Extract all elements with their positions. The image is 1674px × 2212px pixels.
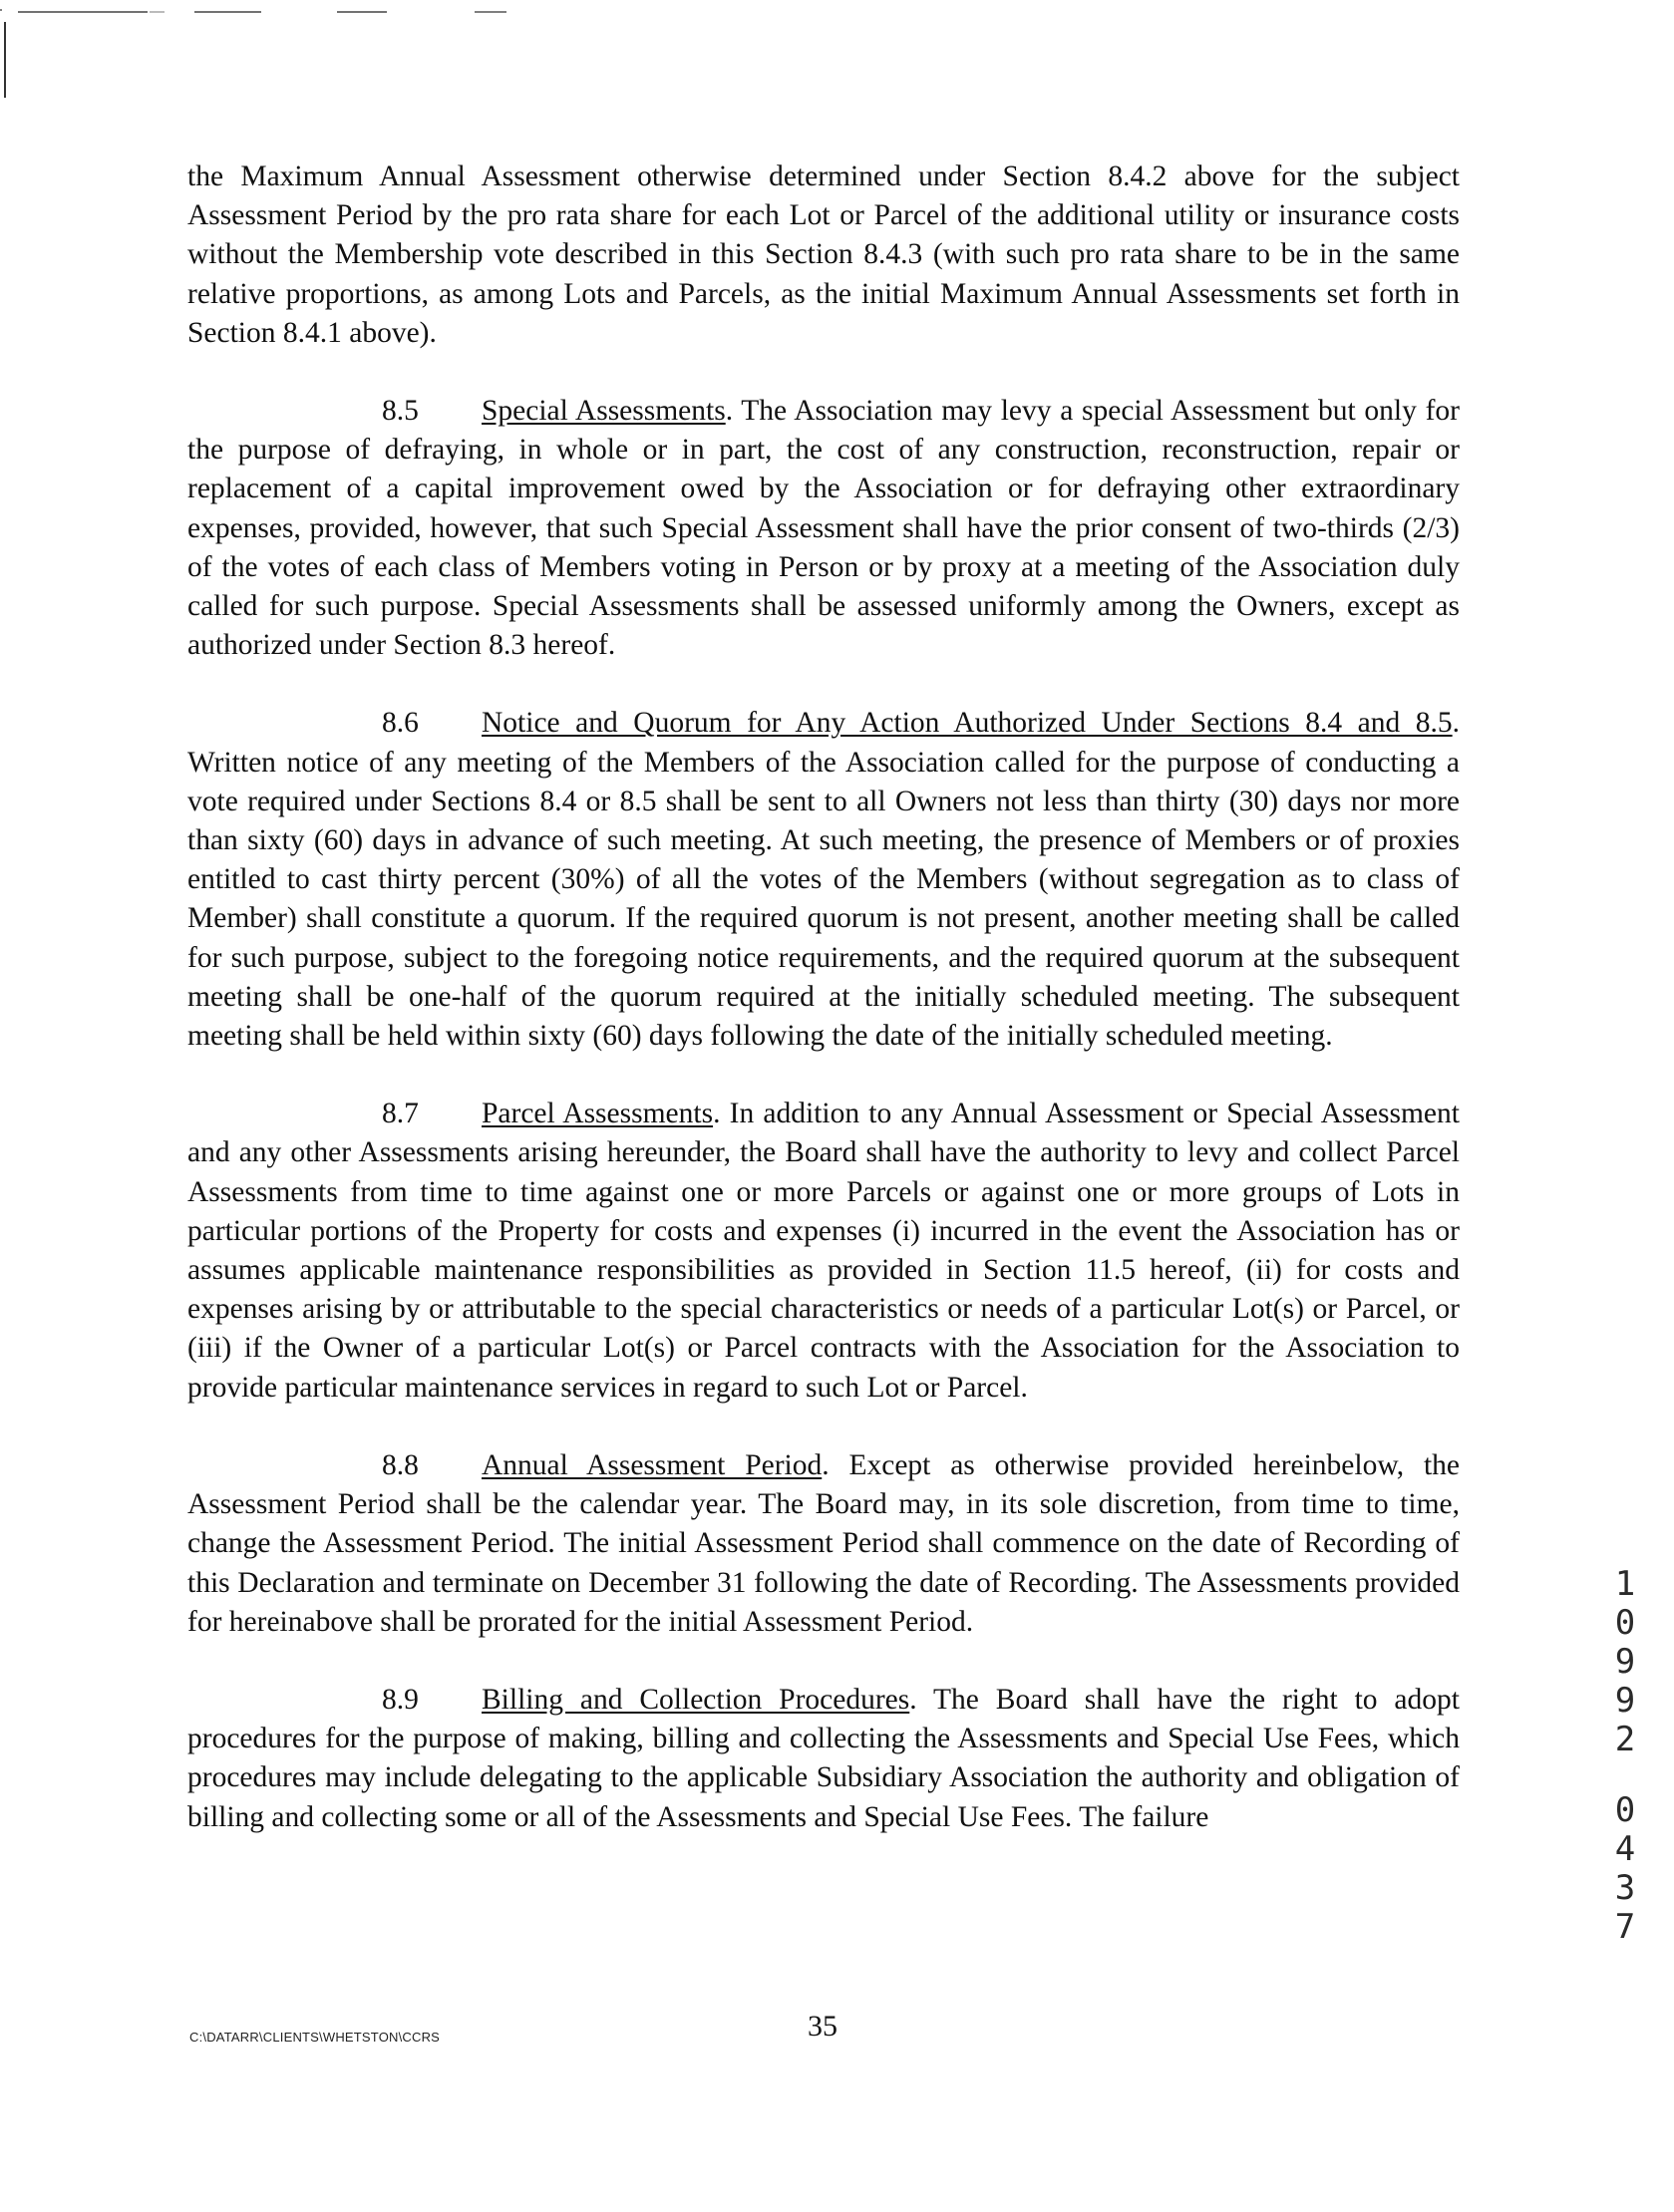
section-heading: Notice and Quorum for Any Action Authorized Under Sections 8.4 and 8.5 (482, 707, 1453, 740)
section-body: . Except as otherwise provided hereinbelow, the Assessment Period shall be the calendar year. The Board may, in its sole discretion, from time to time, change the Assessment Period. The initial Assessment Period shall commence on the date of Recording of this Declaration and terminate on December 31 following the date of Recording. The Assessments provided for hereinabove shall be prorated for the initial Assessment Period. (187, 1448, 1460, 1638)
page-number: 35 (808, 2010, 837, 2043)
section-body: . The Board shall have the right to adopt procedures for the purpose of making, billing and collecting the Assessments and Special Use Fees, which procedures may include delegating to the applicable Subsidiary Association the authority and obligation of billing and collecting some or all of the Assessments and Special Use Fees. The failure (187, 1683, 1460, 1833)
recording-digit: 2 (1614, 1720, 1636, 1759)
document-body (187, 158, 1460, 1876)
section-number: 8.7 (382, 1098, 419, 1130)
recording-digit: 4 (1614, 1829, 1636, 1869)
footer-file-path: C:\DATARR\CLIENTS\WHETSTON\CCRS (189, 2030, 441, 2045)
recording-digit: 7 (1614, 1907, 1636, 1947)
recording-number-stamp (1605, 1565, 1645, 1947)
scan-edge-marks (0, 0, 1674, 120)
section-number: 8.6 (382, 707, 419, 740)
section-body: . The Association may levy a special Assessment but only for the purpose of defraying, in whole or in part, the cost of any construction, reconstruction, repair or replacement of a capital improvement owed by the Association or for defraying other extraordinary expenses, provided, however, that such Special Assessment shall have the prior consent of two-thirds (2/3) of the votes of each class of Members voting in Person or by proxy at a meeting of the Association duly called for such purpose. Special Assessments shall be assessed uniformly among the Owners, except as authorized under Section 8.3 hereof. (187, 395, 1460, 662)
recording-gap (1605, 1759, 1645, 1791)
section-8-6 (187, 704, 1460, 1056)
section-body: . In addition to any Annual Assessment or Special Assessment and any other Assessments arising hereunder, the Board shall have the authority to levy and collect Parcel Assessments from time to time against one or more Parcels or against one or more groups of Lots in particular portions of the Property for costs and expenses (i) incurred in the event the Association has or assumes applicable maintenance responsibilities as provided in Section 11.5 hereof, (ii) for costs and expenses arising by or attributable to the special characteristics or needs of a particular Lot(s) or Parcel, or (iii) if the Owner of a particular Lot(s) or Parcel contracts with the Association for the Association to provide particular maintenance services in regard to such Lot or Parcel. (187, 1098, 1460, 1404)
section-number: 8.9 (382, 1683, 419, 1716)
recording-digit: 3 (1614, 1868, 1636, 1908)
section-heading: Special Assessments (482, 395, 726, 428)
section-body: . Written notice of any meeting of the Members of the Association called for the purpose of conducting a vote required under Sections 8.4 or 8.5 shall be sent to all Owners not less than thirty (30) days nor more than sixty (60) days in advance of such meeting. At such meeting, the presence of Members or of proxies entitled to cast thirty percent (30%) of all the votes of the Members (without segregation as to class of Member) shall constitute a quorum. If the required quorum is not present, another meeting shall be called for such purpose, subject to the foregoing notice requirements, and the required quorum at the subsequent meeting shall be one-half of the quorum required at the initially scheduled meeting. The subsequent meeting shall be held within sixty (60) days following the date of the initially scheduled meeting. (187, 707, 1460, 1053)
recording-digit: 9 (1614, 1642, 1636, 1682)
section-heading: Billing and Collection Procedures (482, 1683, 910, 1716)
recording-digit: 1 (1614, 1564, 1636, 1604)
continuation-paragraph (187, 158, 1460, 353)
recording-digit: 9 (1614, 1681, 1636, 1721)
section-8-9 (187, 1681, 1460, 1837)
section-8-5 (187, 392, 1460, 665)
section-heading: Annual Assessment Period (482, 1448, 823, 1481)
section-heading: Parcel Assessments (482, 1098, 714, 1130)
section-number: 8.8 (382, 1448, 419, 1481)
recording-digit: 0 (1614, 1790, 1636, 1830)
section-8-7 (187, 1095, 1460, 1408)
section-8-8 (187, 1446, 1460, 1642)
section-number: 8.5 (382, 395, 419, 428)
recording-digit: 0 (1614, 1603, 1636, 1643)
continuation-text: the Maximum Annual Assessment otherwise determined under Section 8.4.2 above for the subject Assessment Period by the pro rata share for each Lot or Parcel of the additional utility or insurance costs without the Membership vote described in this Section 8.4.3 (with such pro rata share to be in the same relative proportions, as among Lots and Parcels, as the initial Maximum Annual Assessments set forth in Section 8.4.1 above). (187, 160, 1460, 349)
